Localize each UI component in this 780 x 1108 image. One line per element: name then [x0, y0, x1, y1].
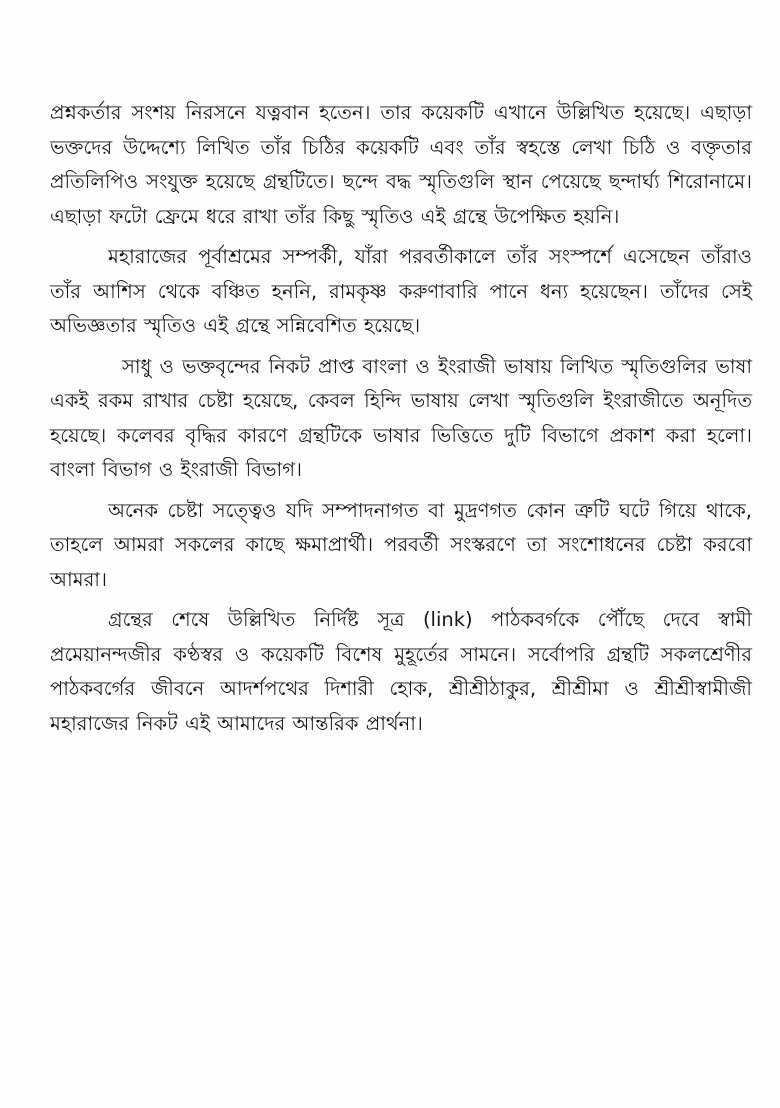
paragraph-language: সাধু ও ভক্তবৃন্দের নিকট প্রাপ্ত বাংলা ও ইংরাজী ভাষায় লিখিত স্মৃতিগুলির ভাষা একই রকম রাখার চেষ্টা হয়েছে, কেবল হিন্দি ভাষায় লেখা স্মৃতিগুলি ইংরাজীতে অনূদিত হয়েছে। কলেবর বৃদ্ধির কারণে গ্রন্থটিকে ভাষার ভিত্তিতে দুটি বিভাগে প্রকাশ করা হলো। বাংলা বিভাগ ও ইংরাজী বিভাগ।: [50, 354, 752, 481]
paragraph-continuation: প্রশ্নকর্তার সংশয় নিরসনে যত্নবান হতেন। তার কয়েকটি এখানে উল্লিখিত হয়েছে। এছাড়া ভক্তদের উদ্দেশ্যে লিখিত তাঁর চিঠির কয়েকটি এবং তাঁর স্বহস্তে লেখা চিঠি ও বক্তৃতার প্রতিলিপিও সংযুক্ত হয়েছে গ্রন্থটিতে। ছন্দে বদ্ধ স্মৃতিগুলি স্থান পেয়েছে ছন্দার্ঘ্য শিরোনামে। এছাড়া ফটো ফ্রেমে ধরে রাখা তাঁর কিছু স্মৃতিও এই গ্রন্থে উপেক্ষিত হয়নি।: [50, 101, 752, 228]
paragraph-relatives: মহারাজের পূর্বাশ্রমের সম্পর্কী, যাঁরা পরবর্তীকালে তাঁর সংস্পর্শে এসেছেন তাঁরাও তাঁর আশিস থেকে বঞ্চিত হননি, রামকৃষ্ণ করুণাবারি পানে ধন্য হয়েছেন। তাঁদের সেই অভিজ্ঞতার স্মৃতিও এই গ্রন্থে সন্নিবেশিত হয়েছে।: [50, 245, 752, 337]
paragraph-closing: গ্রন্থের শেষে উল্লিখিত নির্দিষ্ট সূত্র (link) পাঠকবর্গকে পৌঁছে দেবে স্বামী প্রমেয়ানন্দজীর কণ্ঠস্বর ও কয়েকটি বিশেষ মুহূর্তের সামনে। সর্বোপরি গ্রন্থটি সকলশ্রেণীর পাঠকবর্গের জীবনে আদর্শপথের দিশারী হোক, শ্রীশ্রীঠাকুর, শ্রীশ্রীমা ও শ্রীশ্রীস্বামীজী মহারাজের নিকট এই আমাদের আন্তরিক প্রার্থনা।: [50, 608, 752, 735]
paragraph-apology: অনেক চেষ্টা সত্ত্বেও যদি সম্পাদনাগত বা মুদ্রণগত কোন ত্রুটি ঘটে গিয়ে থাকে, তাহলে আমরা সকলের কাছে ক্ষমাপ্রার্থী। পরবর্তী সংস্করণে তা সংশোধনের চেষ্টা করবো আমরা।: [50, 498, 752, 591]
